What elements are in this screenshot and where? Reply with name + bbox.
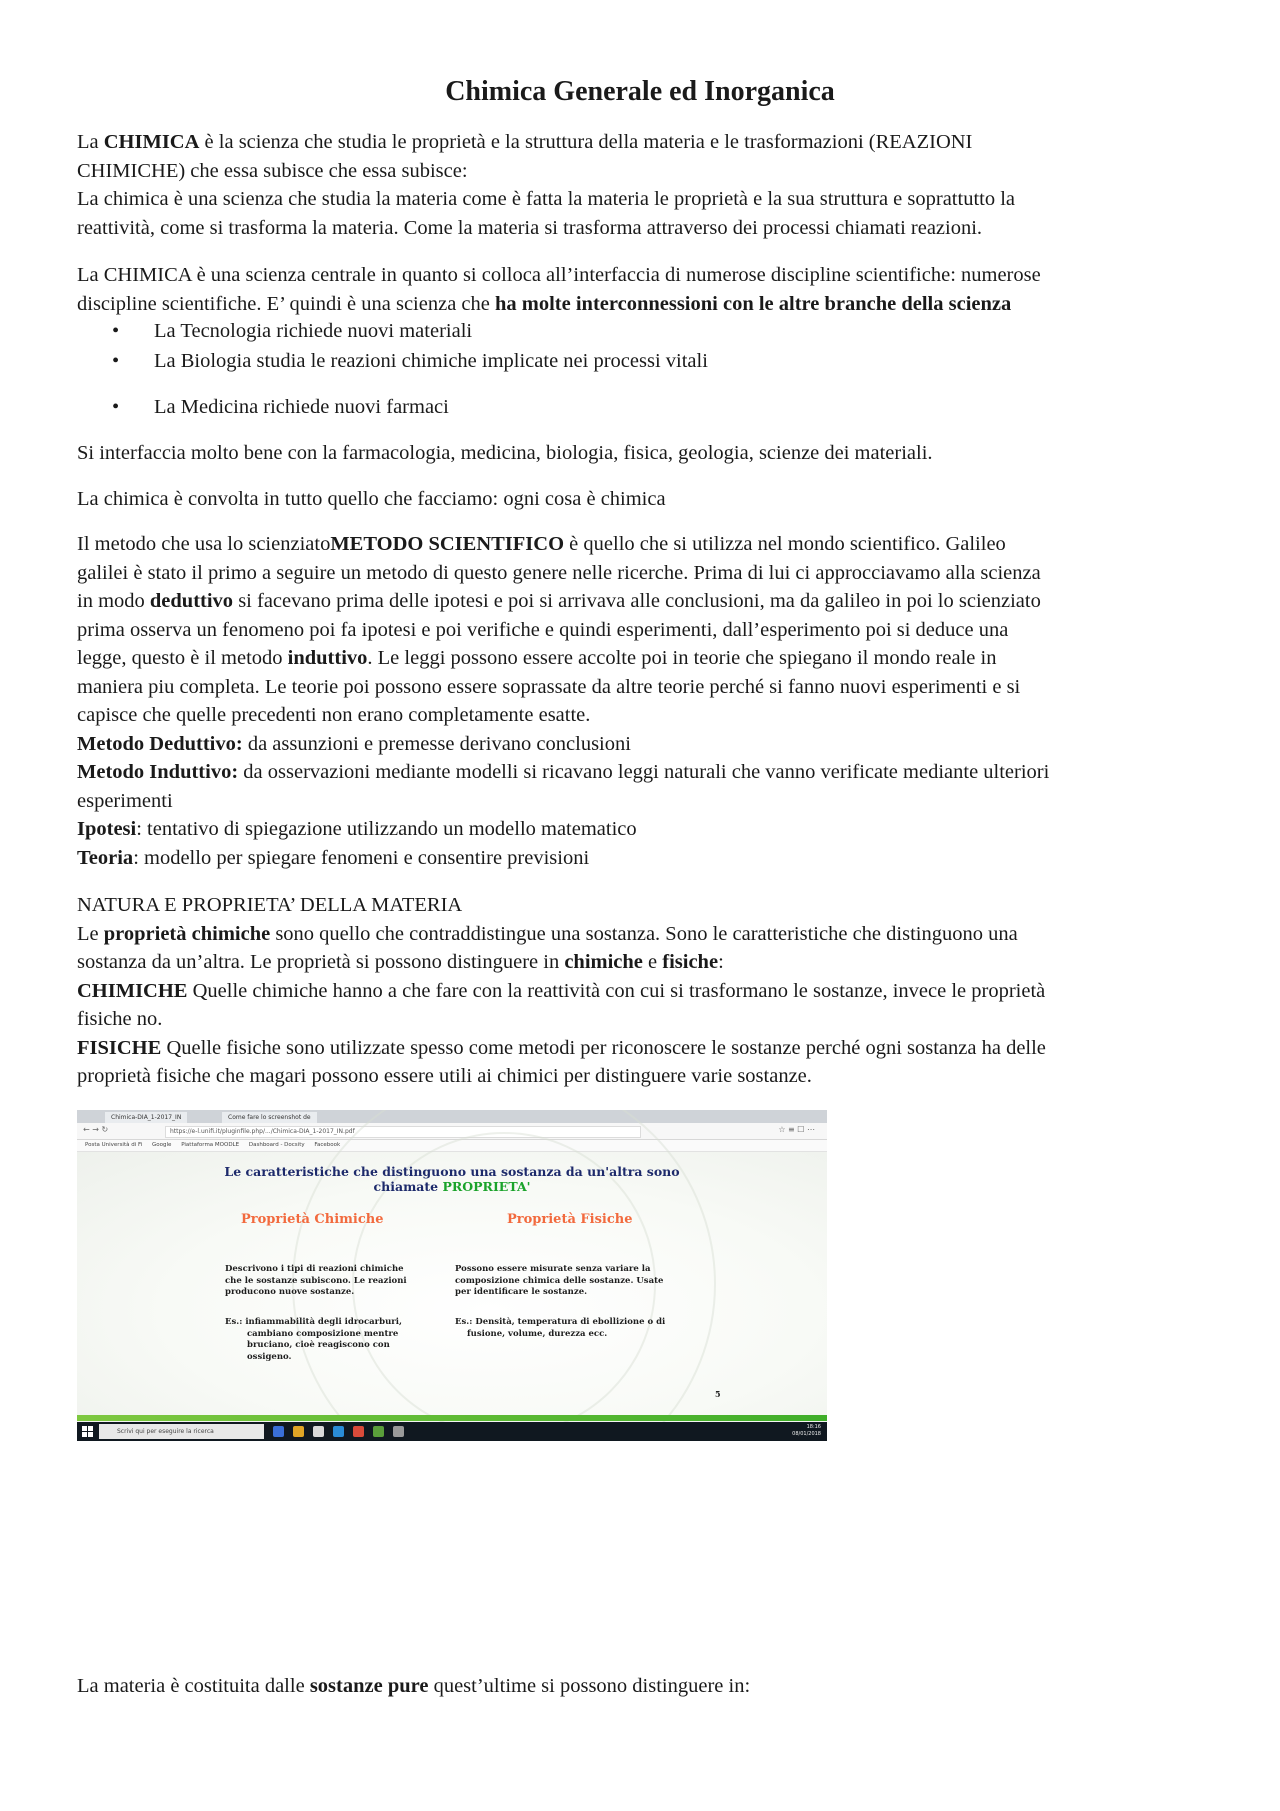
section-heading: NATURA E PROPRIETA’ DELLA MATERIA: [77, 894, 463, 916]
bookmark: Dashboard - Docsity: [248, 1142, 305, 1148]
bookmark: Posta Università di Fi: [85, 1142, 143, 1148]
page-title: Chimica Generale ed Inorganica: [445, 76, 835, 107]
slide: [77, 1152, 827, 1416]
browser-tab: Chimica-DIA_1-2017_IN: [105, 1112, 187, 1123]
nav-arrows-icon: ← → ↻: [83, 1125, 109, 1134]
taskbar-app-icon: [393, 1426, 404, 1437]
bookmark: Google: [152, 1142, 172, 1148]
metodo-paragraph: Il metodo che usa lo scienziatoMETODO SCIENTIFICO è quello che si utilizza nel mondo scientifico. Galileo galilei è stato il primo a seguire un metodo di questo genere nelle ricerche. Prima di lui ci approcciavamo alla scienza in modo deduttivo si facevano prima delle ipotesi e poi si arrivava alle conclusioni, ma da galileo in poi lo scienziato prima osserva un fenomeno poi fa ipotesi e poi verifiche e quindi esperimenti, dall’esperimento poi si deduce una legge, questo è il metodo induttivo. Le leggi possono essere accolte poi in teorie che spiegano il mondo reale in maniera piu completa. Le teorie poi possono essere soprassate da altre teorie perché si fanno nuovi esperimenti e si capisce che quelle precedenti non erano completamente esatte. Metodo Deduttivo: da assunzioni e premesse derivano conclusioni Metodo Induttivo: da osservazioni mediante modelli si ricavano leggi naturali che vanno verificate mediante ulteriori esperimenti Ipotesi: tentativo di spiegazione utilizzando un modello matematico Teoria: modello per spiegare fenomeni e consentire previsioni: [77, 530, 1212, 872]
browser-tab: Come fare lo screenshot de: [222, 1112, 317, 1123]
slide-footer-bar: [77, 1415, 827, 1421]
central-science-paragraph: [77, 261, 1212, 318]
bullet-item: • La Medicina richiede nuovi farmaci: [112, 396, 449, 418]
column-title-fisiche: Proprietà Fisiche: [507, 1212, 633, 1227]
embedded-screenshot: [77, 1110, 827, 1441]
col1-description: Descrivono i tipi di reazioni chimiche che le sostanze subiscono. Le reazioni producono nuove sostanze.: [225, 1264, 407, 1297]
intro-line: La chimica è una scienza che studia la materia come è fatta la materia le proprietà e la sua struttura e soprattutto la: [77, 188, 1016, 210]
windows-taskbar: [77, 1422, 827, 1441]
taskbar-app-icon: [273, 1426, 284, 1437]
definition-teoria: Teoria: modello per spiegare fenomeni e consentire previsioni: [77, 846, 590, 869]
bookmark: Piattaforma MOODLE: [181, 1142, 240, 1148]
intro-line: CHIMICHE) che essa subisce che essa subisce:: [77, 159, 468, 182]
taskbar-clock: 18:16 08/01/2018: [792, 1424, 821, 1437]
slide-heading: Le caratteristiche che distinguono una sostanza da un'altra sono chiamate PROPRIETA': [224, 1164, 680, 1194]
col2-example: Es.: Densità, temperatura di ebollizione o di fusione, volume, durezza ecc.: [455, 1317, 666, 1339]
intro-line: reattività, come si trasforma la materia. Come la materia si trasforma attraverso dei processi chiamati reazioni.: [77, 216, 983, 239]
taskbar-search-box: Scrivi qui per eseguire la ricerca: [99, 1424, 264, 1439]
convolta-paragraph: La chimica è convolta in tutto quello che facciamo: ogni cosa è chimica: [77, 488, 666, 510]
definition-induttivo: Metodo Induttivo: da osservazioni mediante modelli si ricavano leggi naturali che vanno verificate mediante ulteriori: [77, 761, 1050, 783]
bookmark: Facebook: [314, 1142, 341, 1148]
windows-start-icon: [82, 1426, 93, 1437]
column-title-chimiche: Proprietà Chimiche: [241, 1212, 384, 1227]
intro-line: La CHIMICA è la scienza che studia le proprietà e la struttura della materia e le trasformazioni (REAZIONI: [77, 131, 973, 153]
browser-toolbar-icons: ☆ ≡ ☐ ⋯: [778, 1125, 815, 1134]
natura-section: NATURA E PROPRIETA’ DELLA MATERIA Le proprietà chimiche sono quello che contraddistingue una sostanza. Sono le caratteristiche che distinguono una sostanza da un’altra. Le proprietà si possono distinguere in chimiche e fisiche: CHIMICHE Quelle chimiche hanno a che fare con la reattività con cui si trasformano le sostanze, invece le proprietà fisiche no. FISICHE Quelle fisiche sono utilizzate spesso come metodi per riconoscere le sostanze perché ogni sostanza ha delle proprietà fisiche che magari possono essere utili ai chimici per distinguere varie sostanze.: [77, 891, 1212, 1091]
col1-example: Es.: infiammabilità degli idrocarburi, cambiano composizione mentre bruciano, cioè reagiscono con ossigeno.: [225, 1317, 402, 1362]
bullet-item: • La Biologia studia le reazioni chimiche implicate nei processi vitali: [112, 350, 708, 372]
interfaccia-paragraph: Si interfaccia molto bene con la farmacologia, medicina, biologia, fisica, geologia, scienze dei materiali.: [77, 442, 933, 464]
central-line: La CHIMICA è una scienza centrale in quanto si colloca all’interfaccia di numerose discipline scientifiche: numerose: [77, 264, 1041, 286]
taskbar-app-icon: [293, 1426, 304, 1437]
slide-page-number: 5: [715, 1389, 721, 1399]
taskbar-app-icon: [333, 1426, 344, 1437]
final-paragraph: La materia è costituita dalle sostanze pure quest’ultime si possono distinguere in:: [77, 1675, 751, 1697]
definition-deduttivo: Metodo Deduttivo: da assunzioni e premesse derivano conclusioni: [77, 732, 631, 755]
col2-description: Possono essere misurate senza variare la composizione chimica delle sostanze. Usate per identificare le sostanze.: [455, 1264, 664, 1297]
url-field: https://e-l.unifi.it/pluginfile.php/.../Chimica-DIA_1-2017_IN.pdf: [165, 1126, 641, 1138]
taskbar-app-icon: [353, 1426, 364, 1437]
bullet-item: • La Tecnologia richiede nuovi materiali: [112, 320, 473, 342]
central-line: discipline scientifiche. E’ quindi è una scienza che ha molte interconnessioni con le altre branche della scienza: [77, 292, 1012, 315]
taskbar-app-icon: [313, 1426, 324, 1437]
intro-paragraph: [77, 128, 1212, 242]
chimica-keyword: CHIMICA: [103, 131, 200, 153]
definition-ipotesi: Ipotesi: tentativo di spiegazione utilizzando un modello matematico: [77, 818, 637, 840]
taskbar-app-icon: [373, 1426, 384, 1437]
